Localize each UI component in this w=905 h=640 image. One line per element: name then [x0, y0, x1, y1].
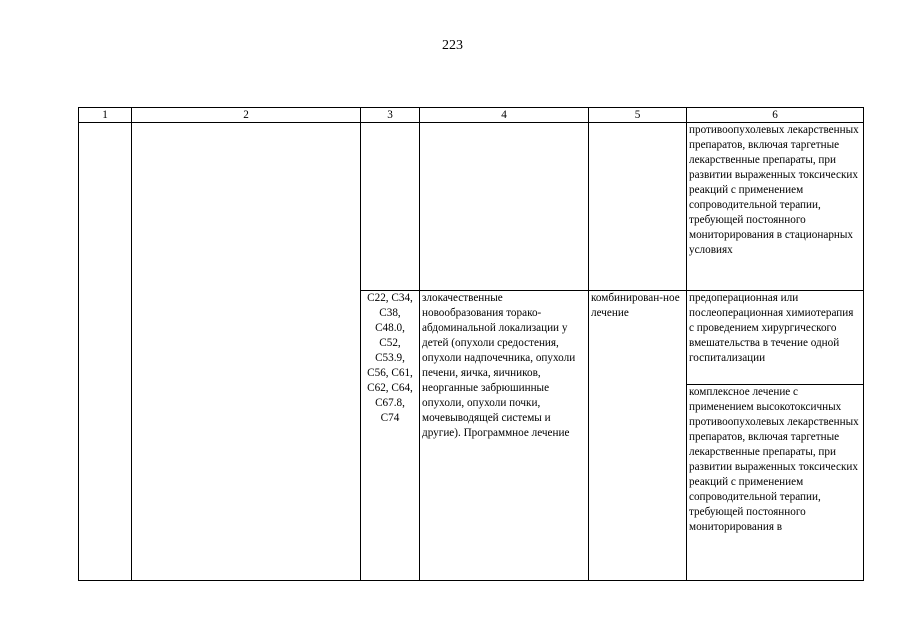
icd-code-line: C74	[380, 412, 400, 424]
method-description: противоопухолевых лекарственных препаратов, включая таргетные лекарственные препараты, при развитии выраженных токсических реакций с применением сопроводительной терапии, требующей постоянного мониторирования в стационарных условиях	[687, 123, 864, 291]
icd-code-line: C52,	[379, 337, 401, 349]
column-header-5: 5	[589, 108, 687, 123]
cell-col4-empty	[420, 123, 589, 291]
icd-code-line: C48.0,	[375, 322, 405, 334]
treatment-type: комбинирован-ное лечение	[589, 291, 687, 581]
cell-col1	[79, 123, 132, 581]
icd-code-line: C67.8,	[375, 397, 405, 409]
column-number-row	[79, 108, 864, 123]
icd-code-line: C22, C34,	[367, 292, 413, 304]
cell-col5-empty	[589, 123, 687, 291]
column-header-1: 1	[79, 108, 132, 123]
page-number: 223	[442, 38, 463, 53]
method-description: предоперационная или послеоперационная химиотерапия с проведением хирургического вмешательства в течение одной госпитализации	[687, 291, 864, 385]
icd-code-line: C53.9,	[375, 352, 405, 364]
method-description: комплексное лечение с применением высокотоксичных противоопухолевых лекарственных препаратов, включая таргетные лекарственные препараты, при развитии выраженных токсических реакций с применением сопроводительной терапии, требующей постоянного мониторирования в	[687, 385, 864, 581]
icd-code-line: C38,	[379, 307, 401, 319]
icd-codes	[361, 291, 420, 581]
column-header-2: 2	[132, 108, 361, 123]
medical-care-table	[78, 107, 864, 581]
column-header-6: 6	[687, 108, 864, 123]
diagnosis-description: злокачественные новообразования торако-абдоминальной локализации у детей (опухоли средостения, опухоли надпочечника, опухоли печени, яичка, яичников, неорганные забрюшинные опухоли, опухоли почки, мочевыводящей системы и другие). Программное лечение	[420, 291, 589, 581]
icd-code-line: C56, C61,	[367, 367, 413, 379]
column-header-3: 3	[361, 108, 420, 123]
cell-col3-empty	[361, 123, 420, 291]
cell-col2	[132, 123, 361, 581]
column-header-4: 4	[420, 108, 589, 123]
table-row	[79, 123, 864, 291]
icd-code-line: C62, C64,	[367, 382, 413, 394]
